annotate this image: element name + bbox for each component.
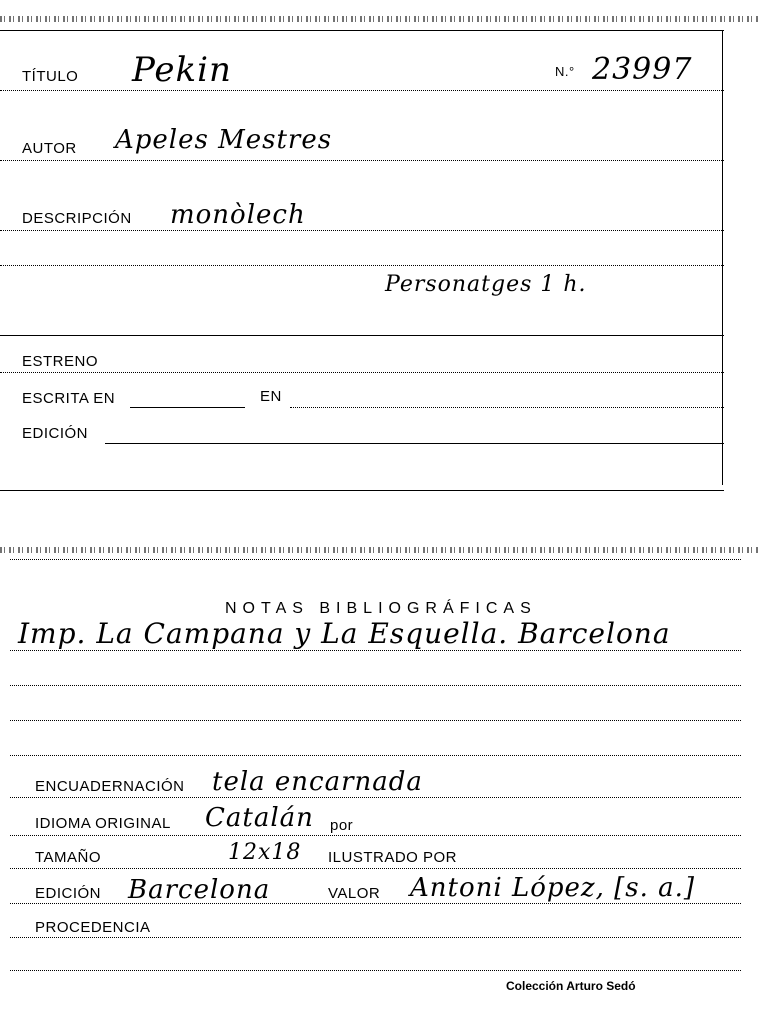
idioma-line [10,835,741,836]
tamano-label: TAMAÑO [35,849,102,866]
procedencia-label: PROCEDENCIA [35,919,151,936]
encuadernacion-label: ENCUADERNACIÓN [35,778,185,795]
card-top-line-2 [10,559,741,560]
notas-line [10,650,741,651]
estreno-label: ESTRENO [22,353,99,370]
notas-value: Imp. La Campana y La Esquella. Barcelona [18,617,671,650]
titulo-value: Pekin [132,50,232,90]
card-torn-edge [0,16,759,22]
encuadernacion-line [10,797,741,798]
autor-value: Apeles Mestres [115,125,333,155]
edicion2-line [10,903,741,904]
procedencia-line [10,937,741,938]
procedencia-line-2 [10,970,741,971]
valor-value: Antoni López, [s. a.] [410,873,696,903]
descripcion-end-line [0,335,724,336]
idioma-value: Catalán [205,803,314,833]
autor-line [0,160,724,161]
descripcion-value: monòlech [170,200,306,230]
notas-line-4 [10,755,741,756]
titulo-line [0,90,724,91]
numero-label: N.° [555,64,575,79]
estreno-line [0,372,724,373]
descripcion-line [0,230,724,231]
autor-label: AUTOR [22,140,77,157]
edicion2-label: EDICIÓN [35,885,102,902]
catalog-card-front [0,0,759,495]
idioma-por-label: por [330,817,354,834]
idioma-label: IDIOMA ORIGINAL [35,815,171,832]
collection-label: Colección Arturo Sedó [506,979,636,993]
escrita-en-label: EN [260,388,282,405]
edicion-line [105,443,724,444]
titulo-label: TÍTULO [22,68,79,85]
tamano-value: 12x18 [228,840,302,865]
descripcion-extra: Personatges 1 h. [385,272,587,297]
descripcion-label: DESCRIPCIÓN [22,210,132,227]
descripcion-line-2 [0,265,724,266]
card-top-line [0,30,724,31]
escrita-line [130,407,245,408]
card-torn-edge-2 [0,547,759,553]
escrita-en-line [290,407,724,408]
valor-label: VALOR [328,885,381,902]
ilustrado-label: ILUSTRADO POR [328,849,458,866]
card-bottom-line [0,490,724,491]
edicion-label: EDICIÓN [22,425,89,442]
escrita-label: ESCRITA EN [22,390,116,407]
numero-value: 23997 [592,52,693,87]
edicion2-value: Barcelona [128,875,271,905]
notas-line-3 [10,720,741,721]
notas-heading: NOTAS BIBLIOGRÁFICAS [225,600,537,617]
catalog-card-back [0,545,759,1028]
notas-line-2 [10,685,741,686]
encuadernacion-value: tela encarnada [212,767,423,797]
tamano-line [10,868,741,869]
card-right-edge [722,30,723,485]
